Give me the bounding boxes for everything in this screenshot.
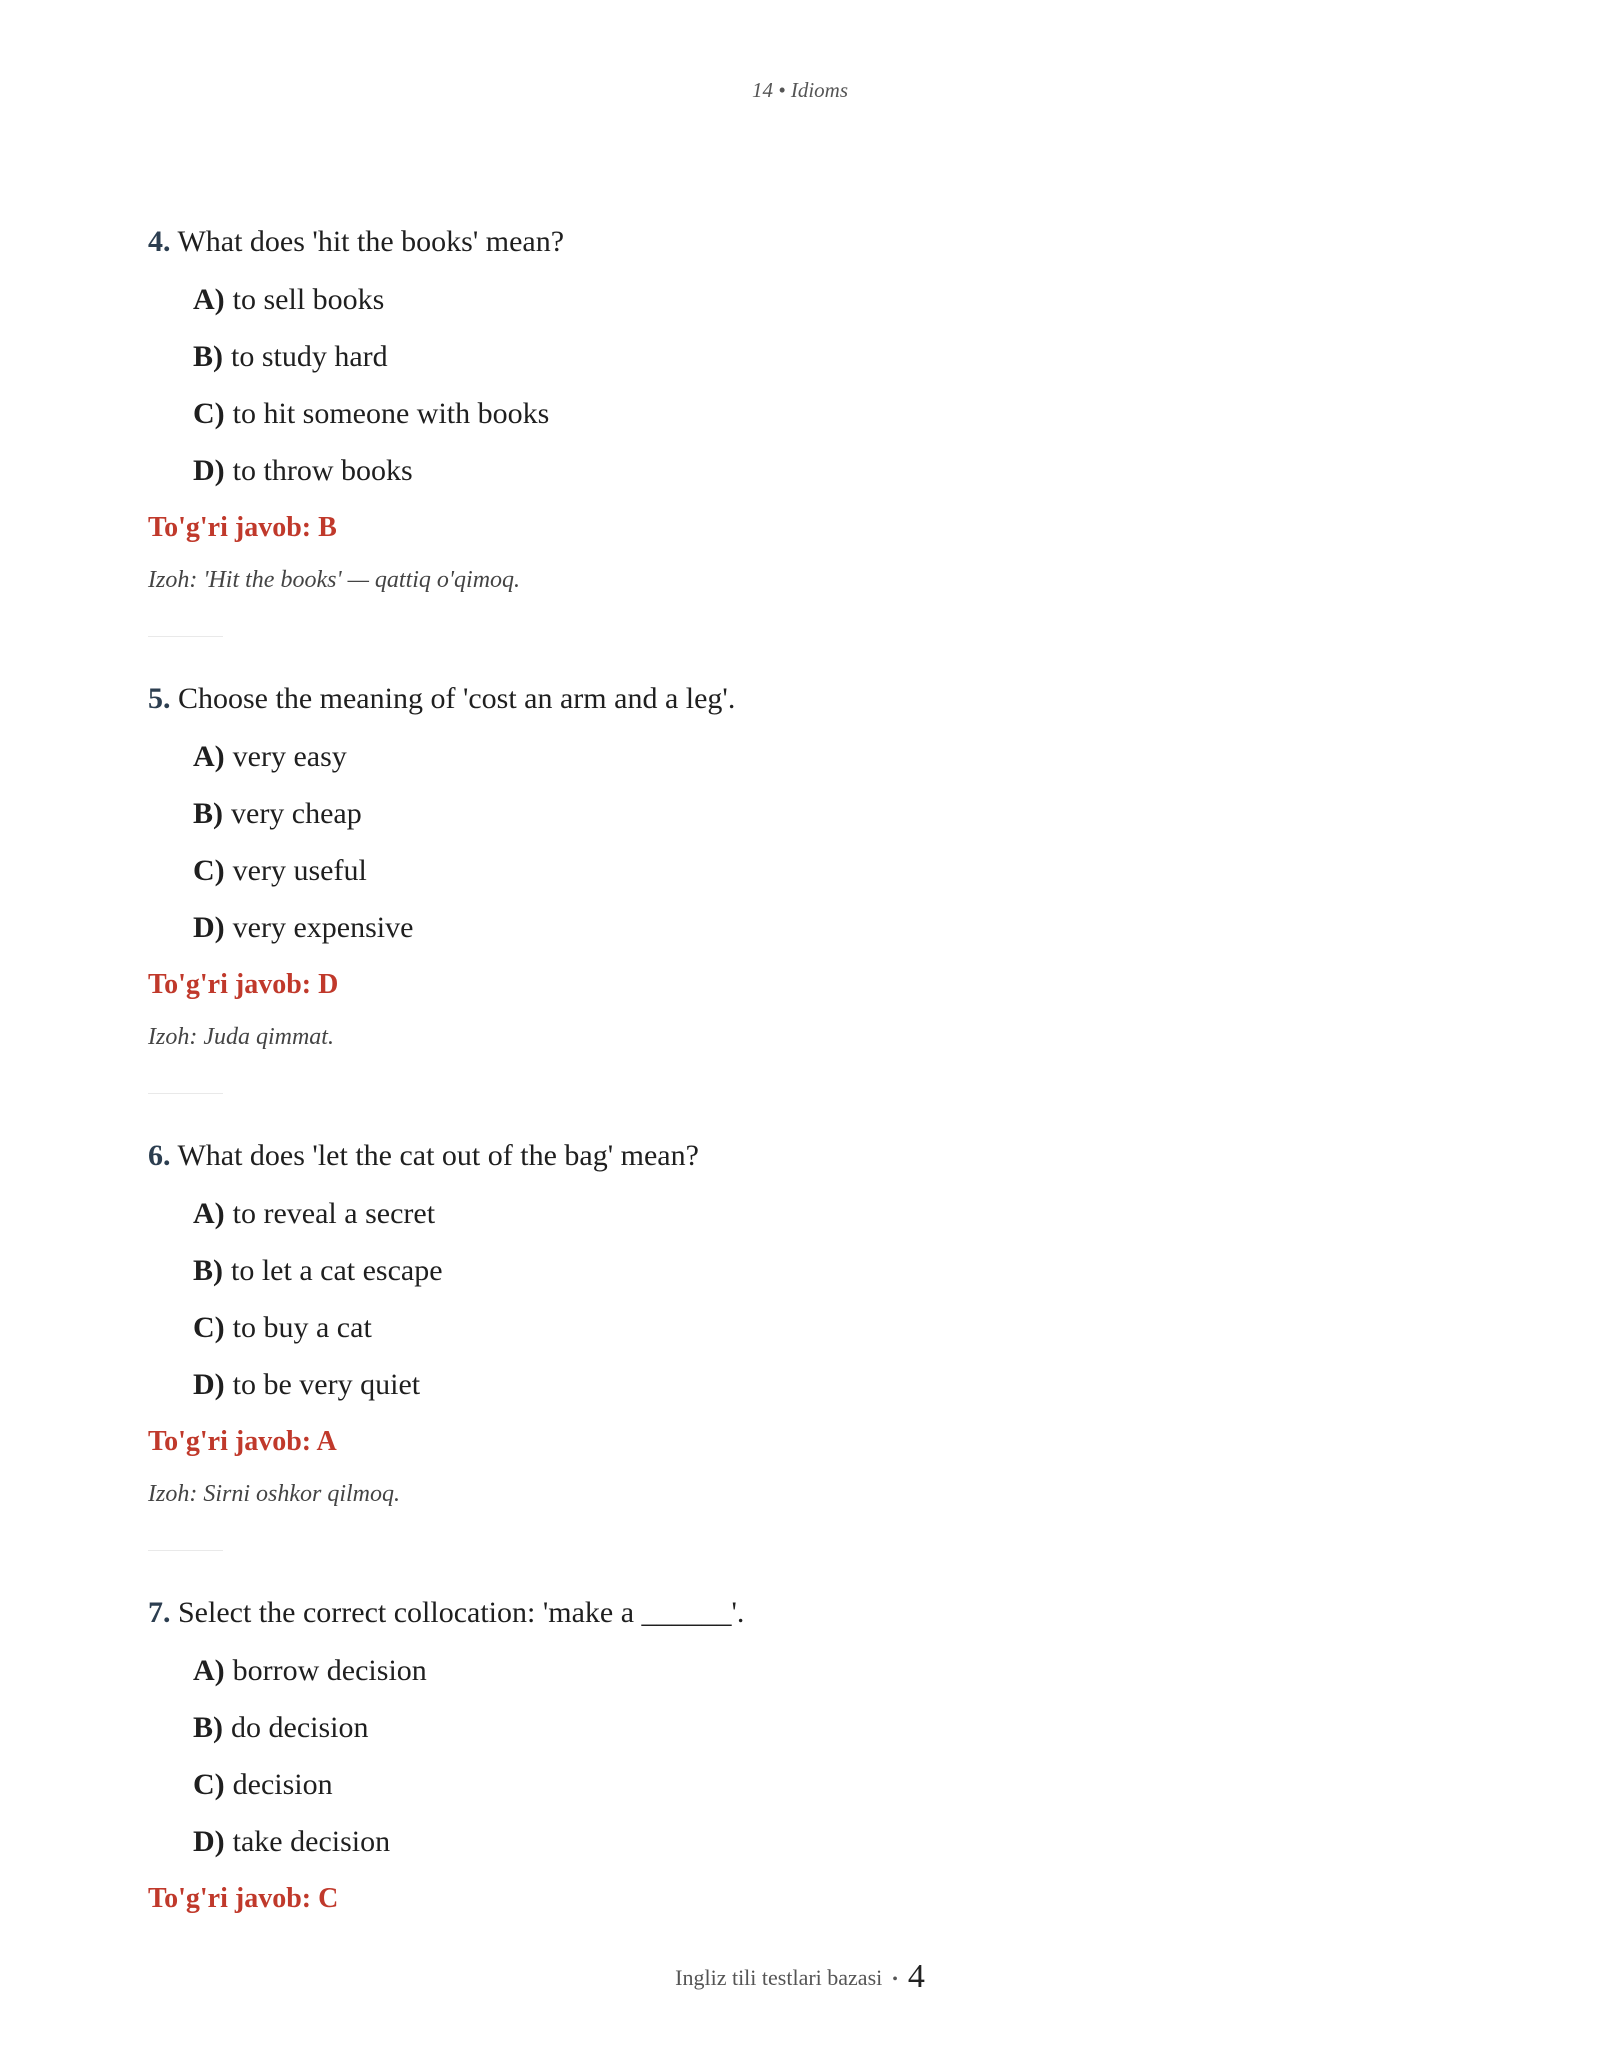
question-number: 7. [148, 1596, 171, 1629]
correct-answer: To'g'ri javob: D [148, 969, 339, 1000]
footer-book-title: Ingliz tili testlari bazasi [675, 1965, 883, 1990]
option-c [193, 1308, 1448, 1348]
option-letter: B) [193, 1711, 223, 1744]
correct-answer: To'g'ri javob: A [148, 1426, 337, 1457]
question-prompt: What does 'hit the books' mean? [177, 225, 565, 258]
option-text: to buy a cat [232, 1311, 372, 1344]
option-text: very easy [232, 740, 347, 773]
option-letter: A) [193, 1197, 225, 1230]
option-list [193, 1651, 1448, 1862]
option-letter: B) [193, 1254, 223, 1287]
option-letter: D) [193, 454, 225, 487]
option-d [193, 1365, 1448, 1405]
option-c [193, 1765, 1448, 1805]
option-text: to sell books [232, 283, 385, 316]
question-prompt: Choose the meaning of 'cost an arm and a leg'. [178, 682, 736, 715]
question-item [148, 679, 1448, 1057]
question-number: 5. [148, 682, 171, 715]
option-a [193, 737, 1448, 777]
option-text: to reveal a secret [232, 1197, 436, 1230]
explanation: Izoh: 'Hit the books' — qattiq o'qimoq. [148, 567, 521, 593]
question-prompt: What does 'let the cat out of the bag' mean? [177, 1139, 699, 1172]
option-list [193, 280, 1448, 491]
explanation: Izoh: Sirni oshkor qilmoq. [148, 1481, 400, 1507]
question-item [148, 1593, 1448, 1919]
option-letter: D) [193, 911, 225, 944]
explanation: Izoh: Juda qimmat. [148, 1024, 334, 1050]
option-d [193, 908, 1448, 948]
option-a [193, 1651, 1448, 1691]
page-number: 4 [907, 1958, 925, 1995]
option-d [193, 451, 1448, 491]
option-letter: A) [193, 1654, 225, 1687]
option-a [193, 280, 1448, 320]
question-text [148, 679, 1448, 719]
option-c [193, 394, 1448, 434]
question-text [148, 1593, 1448, 1633]
option-text: to be very quiet [232, 1368, 421, 1401]
option-text: do decision [231, 1711, 369, 1744]
page-footer [0, 1958, 1600, 1996]
footer-separator: • [892, 1970, 898, 1988]
question-item [148, 1136, 1448, 1514]
question-prompt: Select the correct collocation: 'make a ______'. [178, 1596, 745, 1629]
option-letter: A) [193, 283, 225, 316]
option-letter: C) [193, 397, 225, 430]
option-b [193, 1708, 1448, 1748]
option-text: very useful [232, 854, 367, 887]
option-letter: C) [193, 854, 225, 887]
question-number: 6. [148, 1139, 171, 1172]
correct-answer: To'g'ri javob: C [148, 1883, 339, 1914]
question-item [148, 222, 1448, 600]
option-letter: B) [193, 340, 223, 373]
option-a [193, 1194, 1448, 1234]
divider [148, 636, 223, 637]
option-list [193, 1194, 1448, 1405]
option-letter: C) [193, 1311, 225, 1344]
option-b [193, 337, 1448, 377]
divider [148, 1550, 223, 1551]
option-letter: D) [193, 1368, 225, 1401]
correct-answer: To'g'ri javob: B [148, 512, 337, 543]
option-list [193, 737, 1448, 948]
option-text: to study hard [231, 340, 388, 373]
option-text: very cheap [231, 797, 362, 830]
question-list [148, 222, 1448, 1931]
option-text: take decision [232, 1825, 391, 1858]
question-text [148, 222, 1448, 262]
option-letter: C) [193, 1768, 225, 1801]
running-header: 14 • Idioms [751, 78, 849, 102]
divider [148, 1093, 223, 1094]
option-text: to throw books [232, 454, 413, 487]
question-number: 4. [148, 225, 171, 258]
option-text: to hit someone with books [232, 397, 550, 430]
option-letter: D) [193, 1825, 225, 1858]
option-letter: B) [193, 797, 223, 830]
option-text: very expensive [232, 911, 414, 944]
option-d [193, 1822, 1448, 1862]
option-text: decision [232, 1768, 333, 1801]
option-letter: A) [193, 740, 225, 773]
option-b [193, 1251, 1448, 1291]
option-text: to let a cat escape [231, 1254, 443, 1287]
option-c [193, 851, 1448, 891]
option-text: borrow decision [232, 1654, 427, 1687]
option-b [193, 794, 1448, 834]
question-text [148, 1136, 1448, 1176]
